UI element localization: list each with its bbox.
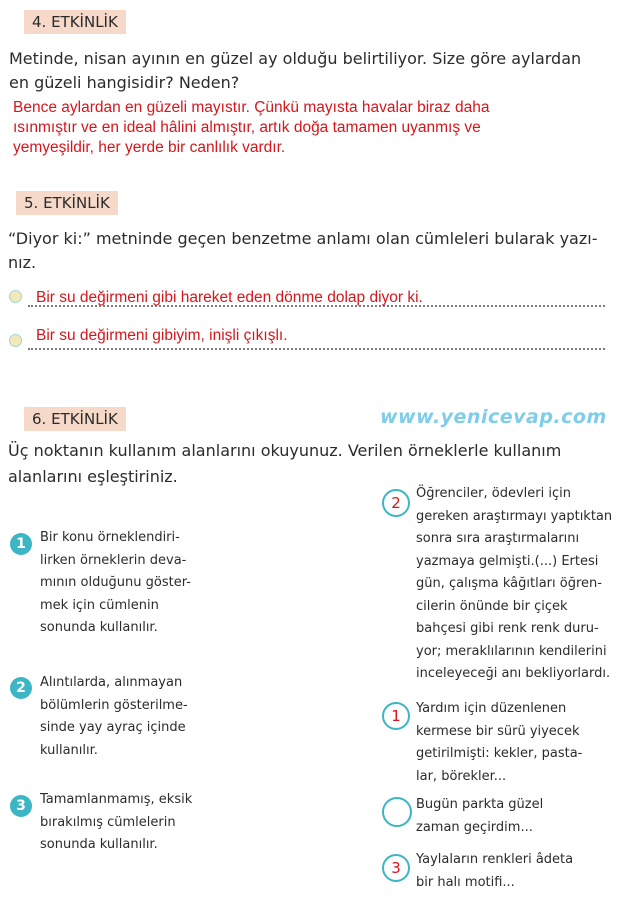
use-1-text: Bir konu örneklendiri- lirken örneklerin deva- mının olduğunu göster- mek için cümlenin sonunda kullanılır. <box>40 530 191 635</box>
use-3-text: Tamamlanmamış, eksik bırakılmış cümlelerin sonunda kullanılır. <box>40 792 193 852</box>
activity-6-question-line-2: alanlarını eşleştiriniz. <box>8 467 178 486</box>
example-answer-circle[interactable]: 3 <box>382 854 410 882</box>
example-3-text: Bugün parkta güzel zaman geçirdim... <box>416 797 544 835</box>
activity-4-label: 4. ETKİNLİK <box>24 10 126 34</box>
example-2-text: Yardım için düzenlenen kermese bir sürü yiyecek getirilmişti: kekler, pasta- lar, börekler... <box>416 701 583 784</box>
activity-4-question-line-1: Metinde, nisan ayının en güzel ay olduğu belirtiliyor. Size göre aylardan <box>9 49 582 68</box>
activity-5-question-line-2: nız. <box>8 253 37 272</box>
answer-line <box>28 348 605 350</box>
activity-4-question-line-2: en güzeli hangisidir? Neden? <box>9 73 240 92</box>
brand-watermark: www.yenicevap.com <box>380 406 607 428</box>
activity-5-question-line-1: “Diyor ki:” metninde geçen benzetme anlamı olan cümleleri bularak yazı- <box>8 229 598 248</box>
activity-4-answer-line-1: Bence aylardan en güzeli mayıstır. Çünkü mayısta havalar biraz daha <box>13 99 490 116</box>
answer-bullet-icon <box>9 290 22 303</box>
answer-bullet-icon <box>9 334 22 347</box>
activity-6-question-line-1: Üç noktanın kullanım alanlarını okuyunuz. Verilen örneklerle kullanım <box>8 441 562 460</box>
example-4-text: Yaylaların renkleri âdeta bir halı motifi... <box>416 852 574 890</box>
activity-5-answer-2: Bir su değirmeni gibiyim, inişli çıkışlı. <box>36 327 288 344</box>
example-answer-circle[interactable]: 2 <box>382 489 410 517</box>
activity-4-answer-line-2: ısınmıştır ve en ideal hâlini almıştır, artık doğa tamamen uyanmış ve <box>13 119 481 136</box>
use-number-badge: 2 <box>10 677 32 699</box>
example-1-text: Öğrenciler, ödevleri için gereken araştırmayı yaptıktan sonra sıra araştırmalarını yazmaya gelmişti.(...) Ertesi gün, çalışma kâğıtları öğren- cilerin önünde bir çiçek bahçesi gibi renk renk duru- yor; meraklılarının kendilerini inceleyeceği anı bekliyorlardı. <box>416 486 613 681</box>
use-number-badge: 3 <box>10 795 32 817</box>
activity-6-label: 6. ETKİNLİK <box>24 407 126 431</box>
activity-5-label: 5. ETKİNLİK <box>16 191 118 215</box>
example-answer-circle[interactable] <box>382 797 412 827</box>
use-number-badge: 1 <box>10 533 32 555</box>
activity-4-answer-line-3: yemyeşildir, her yerde bir canlılık vardır. <box>13 139 286 156</box>
example-answer-circle[interactable]: 1 <box>382 702 410 730</box>
activity-5-answer-1: Bir su değirmeni gibi hareket eden dönme dolap diyor ki. <box>36 289 423 306</box>
use-2-text: Alıntılarda, alınmayan bölümlerin gösterilme- sinde yay ayraç içinde kullanılır. <box>40 675 188 758</box>
